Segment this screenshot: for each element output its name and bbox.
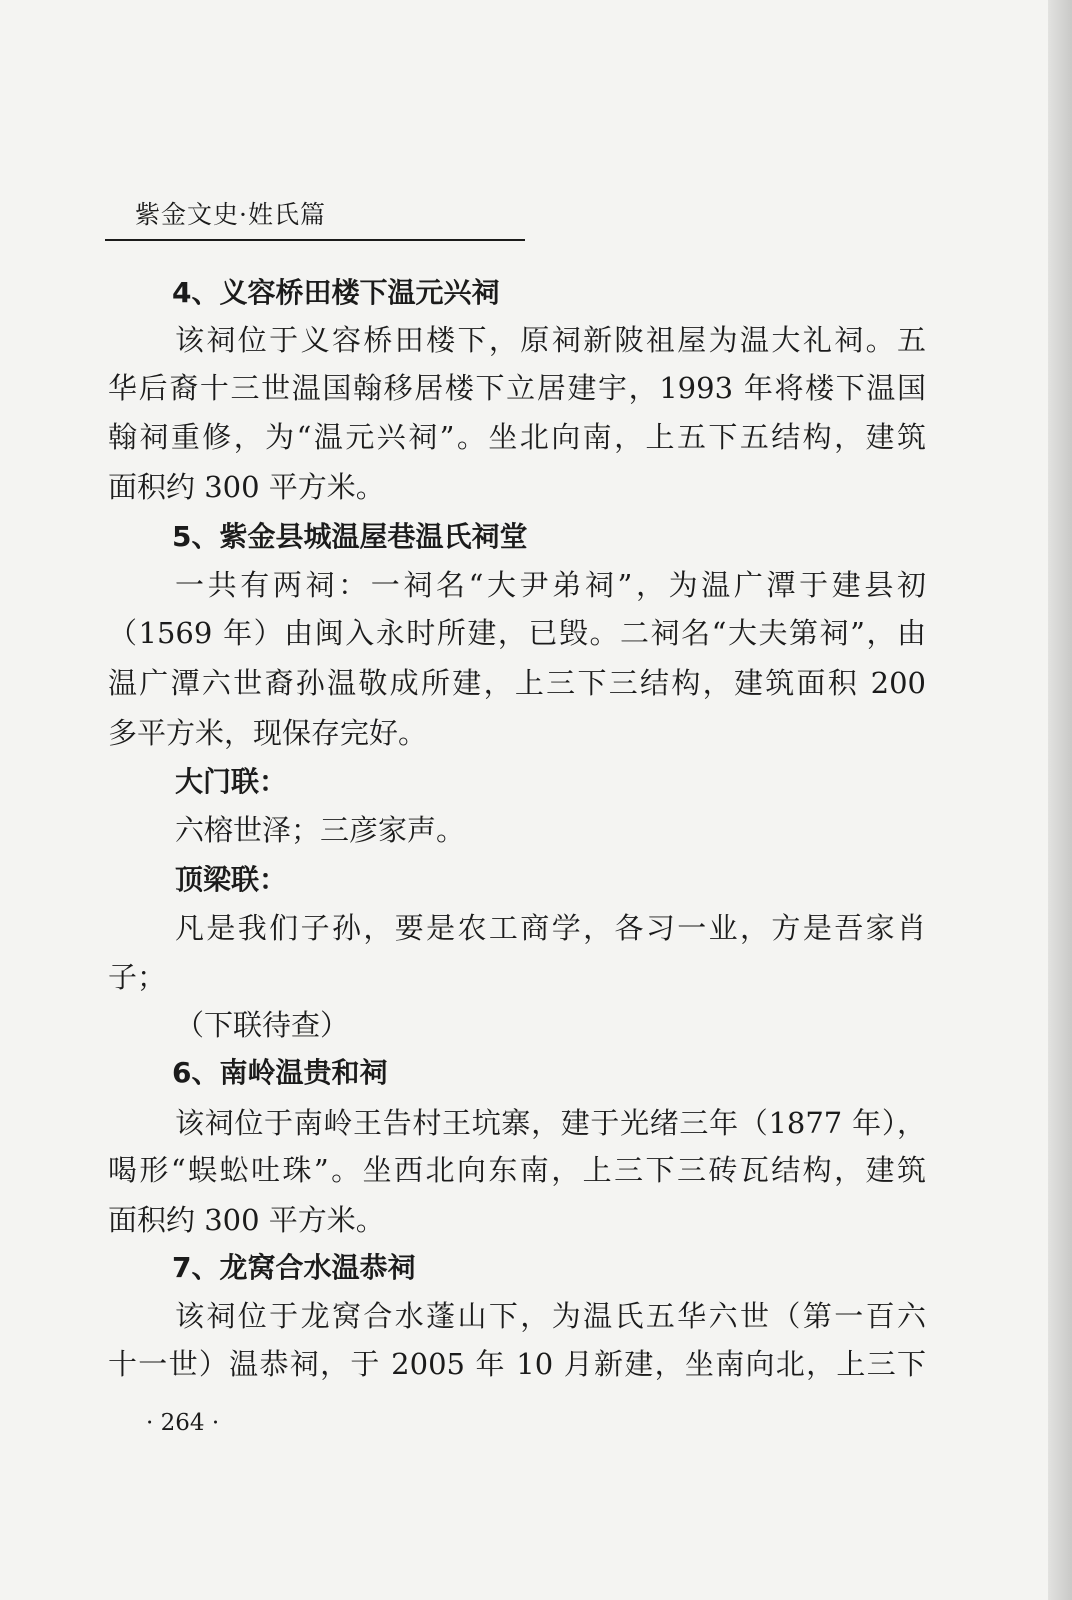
header-rule (105, 239, 525, 241)
couplet-line: 子； (108, 960, 167, 994)
page-number: · 264 · (146, 1410, 220, 1436)
couplet-label: 顶梁联： (175, 863, 288, 896)
paragraph-line: 该祠位于龙窝合水蓬山下，为温氏五华六世（第一百六 (175, 1299, 926, 1333)
section-heading: 7、龙窝合水温恭祠 (172, 1251, 416, 1284)
page-edge-shadow (1048, 0, 1072, 1600)
paragraph-line: 面积约 300 平方米。 (108, 470, 385, 504)
paragraph-line: 华后裔十三世温国翰移居楼下立居建宇，1993 年将楼下温国 (108, 371, 926, 405)
running-header: 紫金文史·姓氏篇 (135, 200, 326, 229)
couplet-label: 大门联： (175, 765, 288, 798)
section-heading: 5、紫金县城温屋巷温氏祠堂 (172, 520, 528, 553)
couplet-note: （下联待查） (175, 1008, 350, 1042)
section-heading: 4、义容桥田楼下温元兴祠 (172, 276, 500, 309)
paragraph-line: （1569 年）由闽入永时所建，已毁。二祠名“大夫第祠”，由 (108, 616, 926, 650)
section-heading: 6、南岭温贵和祠 (172, 1056, 388, 1089)
paragraph-line: 面积约 300 平方米。 (108, 1203, 385, 1237)
paragraph-line: 喝形“蜈蚣吐珠”。坐西北向东南，上三下三砖瓦结构，建筑 (108, 1153, 926, 1187)
paragraph-line: 该祠位于南岭王告村王坑寨，建于光绪三年（1877 年）， (175, 1106, 926, 1140)
couplet-line: 凡是我们子孙，要是农工商学，各习一业，方是吾家肖 (175, 911, 926, 945)
paragraph-line: 翰祠重修，为“温元兴祠”。坐北向南，上五下五结构，建筑 (108, 420, 926, 454)
couplet-line: 六榕世泽；三彦家声。 (175, 813, 466, 847)
paragraph-line: 温广潭六世裔孙温敬成所建，上三下三结构，建筑面积 200 (108, 666, 926, 700)
paragraph-line: 多平方米，现保存完好。 (108, 716, 428, 750)
paragraph-line: 十一世）温恭祠，于 2005 年 10 月新建，坐南向北，上三下 (108, 1347, 926, 1381)
paragraph-line: 一共有两祠：一祠名“大尹弟祠”，为温广潭于建县初 (175, 568, 926, 602)
paragraph-line: 该祠位于义容桥田楼下，原祠新陂祖屋为温大礼祠。五 (175, 323, 926, 357)
